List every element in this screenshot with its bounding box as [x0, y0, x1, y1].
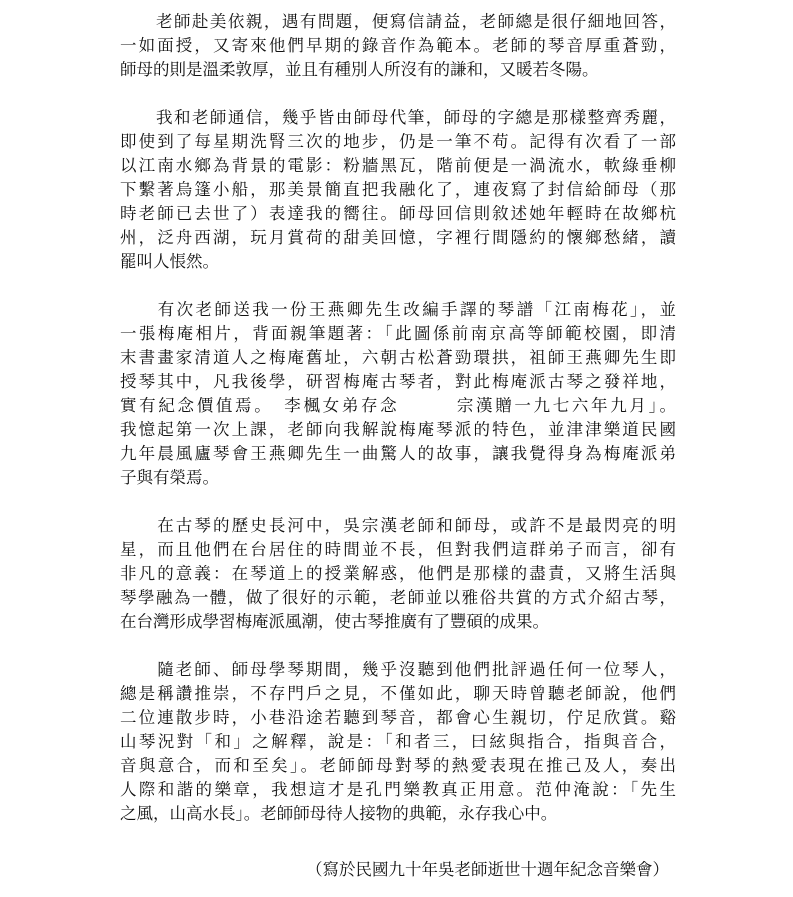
text-line: 星，而且他們在台居住的時間並不長，但對我們這群弟子而言，卻有	[120, 540, 676, 559]
text-line: 州，泛舟西湖，玩月賞荷的甜美回憶，字裡行間隱約的懷鄉愁緒，讀	[120, 228, 676, 247]
text-line: 子與有榮焉。	[120, 468, 219, 487]
text-line: 一如面授，又寄來他們早期的錄音作為範本。老師的琴音厚重蒼勁，	[120, 36, 676, 55]
text-line: 我憶起第一次上課，老師向我解說梅庵琴派的特色，並津津樂道民國	[120, 420, 676, 439]
text-line: 總是稱讚推崇，不存門戶之見，不僅如此，聊天時曾聽老師說，他們	[120, 684, 676, 703]
text-line: 師母的則是溫柔敦厚，並且有種別人所沒有的謙和，又暖若冬陽。	[120, 60, 599, 79]
text-line: 在古琴的歷史長河中，吳宗漢老師和師母，或許不是最閃亮的明	[120, 516, 676, 535]
text-line: 老師赴美依親，遇有問題，便寫信請益，老師總是很仔細地回答，	[120, 12, 676, 31]
text-line: 下繫著烏篷小船，那美景簡直把我融化了，連夜寫了封信給師母（那	[120, 180, 676, 199]
text-line: 有次老師送我一份王燕卿先生改編手譯的琴譜「江南梅花」，並	[120, 300, 676, 319]
text-line: 時老師已去世了）表達我的嚮往。師母回信則敘述她年輕時在故鄉杭	[120, 204, 676, 223]
paragraph-3	[120, 298, 676, 490]
text-line: 授琴其中，凡我後學，研習梅庵古琴者，對此梅庵派古琴之發祥地，	[120, 372, 676, 391]
text-line: 以江南水鄉為背景的電影：粉牆黑瓦，階前便是一渦流水，軟綠垂柳	[120, 156, 676, 175]
text-line: 九年晨風廬琴會王燕卿先生一曲驚人的故事，讓我覺得身為梅庵派弟	[120, 444, 676, 463]
text-line: 罷叫人悵然。	[120, 252, 219, 271]
paragraph-2	[120, 106, 676, 274]
text-line: 隨老師、師母學琴期間，幾乎沒聽到他們批評過任何一位琴人，	[120, 660, 676, 679]
text-line: 即使到了每星期洗腎三次的地步，仍是一筆不苟。記得有次看了一部	[120, 132, 676, 151]
text-line: 山琴況對「和」之解釋，說是：「和者三，曰絃與指合，指與音合，	[120, 732, 676, 751]
text-line: 人際和諧的樂章，我想這才是孔門樂教真正用意。范仲淹說：「先生	[120, 780, 676, 799]
signature-note: （寫於民國九十年吳老師逝世十週年紀念音樂會）	[306, 860, 669, 879]
text-line: 一張梅庵相片，背面親筆題著：「此圖係前南京高等師範校園，即清	[120, 324, 676, 343]
text-line: 之風，山高水長」。老師師母待人接物的典範，永存我心中。	[120, 804, 558, 823]
paragraph-4	[120, 514, 676, 634]
paragraph-5	[120, 658, 676, 826]
text-line: 二位連散步時，小巷沿途若聽到琴音，都會心生親切，佇足欣賞。谿	[120, 708, 676, 727]
paragraph-1	[120, 10, 676, 82]
text-line: 末書畫家清道人之梅庵舊址，六朝古松蒼勁環拱，祖師王燕卿先生即	[120, 348, 676, 367]
text-line: 我和老師通信，幾乎皆由師母代筆，師母的字總是那樣整齊秀麗，	[120, 108, 676, 127]
text-line: 實有紀念價值焉。 李楓女弟存念 宗漢贈一九七六年九月」。	[120, 396, 676, 415]
text-line: 在台灣形成學習梅庵派風潮，使古琴推廣有了豐碩的成果。	[120, 612, 549, 631]
text-line: 音與意合，而和至矣」。老師師母對琴的熱愛表現在推己及人，奏出	[120, 756, 676, 775]
text-line: 琴學融為一體，做了很好的示範，老師並以雅俗共賞的方式介紹古琴，	[120, 588, 676, 607]
text-line: 非凡的意義：在琴道上的授業解惑，他們是那樣的盡責，又將生活與	[120, 564, 676, 583]
